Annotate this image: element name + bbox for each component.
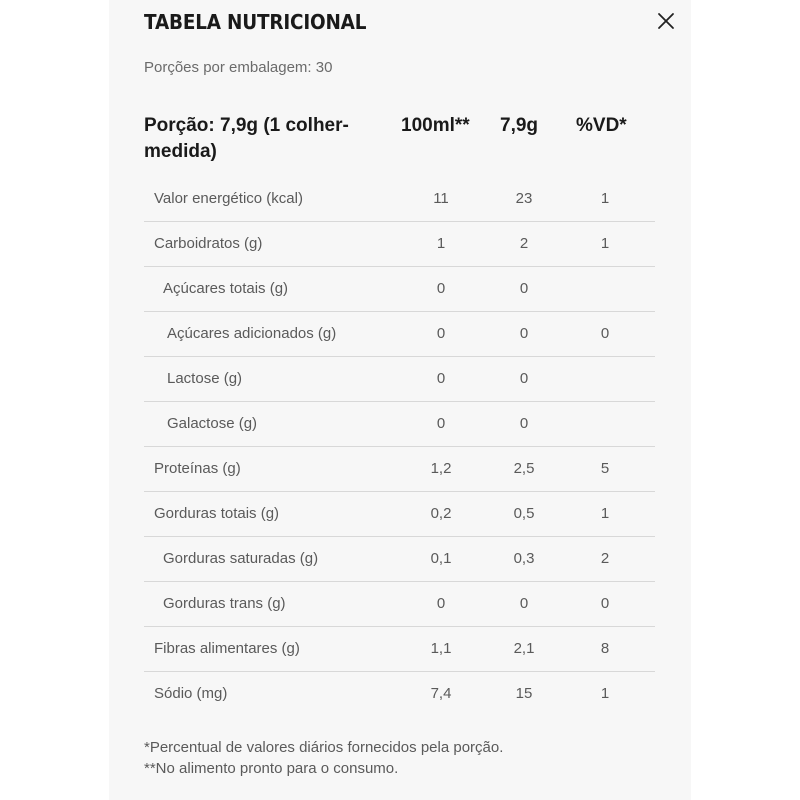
- column-header-100ml: 100ml**: [401, 115, 470, 136]
- nutrient-value-v3: 0: [600, 325, 610, 342]
- column-header-vd: %VD*: [576, 115, 627, 136]
- nutrient-value-v3: 8: [600, 640, 610, 657]
- nutrient-name: Fibras alimentares (g): [154, 640, 300, 657]
- nutrient-name: Carboidratos (g): [154, 235, 263, 252]
- close-icon[interactable]: [655, 10, 677, 32]
- nutrient-value-v3: 1: [600, 505, 610, 522]
- nutrient-value-v2: 2,5: [513, 460, 535, 477]
- table-row: [144, 447, 655, 492]
- table-row: [144, 627, 655, 672]
- nutrient-name: Valor energético (kcal): [154, 190, 303, 207]
- table-row: [144, 222, 655, 267]
- nutrient-value-v1: 0: [436, 280, 446, 297]
- nutrient-value-v3: 5: [600, 460, 610, 477]
- nutrient-value-v2: 0: [519, 370, 529, 387]
- nutrient-value-v3: 1: [600, 190, 610, 207]
- nutrient-value-v3: 0: [600, 595, 610, 612]
- footnotes: [144, 737, 503, 779]
- nutrient-value-v3: 1: [600, 235, 610, 252]
- nutrition-modal: [109, 0, 691, 800]
- nutrient-value-v2: 0: [519, 280, 529, 297]
- nutrient-name: Açúcares adicionados (g): [167, 325, 337, 342]
- nutrient-value-v2: 23: [515, 190, 533, 207]
- table-row: [144, 267, 655, 312]
- nutrient-value-v1: 0,2: [430, 505, 452, 522]
- table-header: [144, 113, 656, 169]
- table-row: [144, 492, 655, 537]
- table-row: [144, 402, 655, 447]
- modal-title: TABELA NUTRICIONAL: [144, 10, 367, 34]
- nutrient-name: Gorduras totais (g): [154, 505, 280, 522]
- nutrient-value-v3: 2: [600, 550, 610, 567]
- nutrient-value-v1: 0,1: [430, 550, 452, 567]
- nutrient-value-v1: 11: [433, 190, 449, 207]
- nutrient-value-v1: 1,2: [430, 460, 452, 477]
- nutrient-name: Gorduras trans (g): [163, 595, 286, 612]
- nutrient-value-v3: 1: [600, 685, 610, 702]
- nutrient-name: Gorduras saturadas (g): [163, 550, 319, 567]
- nutrient-name: Sódio (mg): [154, 685, 228, 702]
- nutrient-value-v1: 0: [436, 325, 446, 342]
- nutrient-name: Proteínas (g): [154, 460, 241, 477]
- footnote-vd: *Percentual de valores diários fornecidos pela porção.: [144, 739, 504, 756]
- table-row: [144, 582, 655, 627]
- nutrient-value-v1: 1,1: [430, 640, 452, 657]
- nutrient-name: Galactose (g): [167, 415, 258, 432]
- nutrient-value-v1: 0: [436, 370, 446, 387]
- nutrient-name: Açúcares totais (g): [163, 280, 289, 297]
- table-row: [144, 177, 655, 222]
- nutrient-value-v2: 15: [515, 685, 533, 702]
- nutrient-name: Lactose (g): [167, 370, 243, 387]
- nutrient-value-v2: 2: [519, 235, 529, 252]
- servings-per-package: Porções por embalagem: 30: [144, 59, 333, 76]
- nutrient-value-v2: 0: [519, 595, 529, 612]
- nutrient-value-v2: 0,3: [513, 550, 535, 567]
- portion-header: Porção: 7,9g (1 colher-medida): [144, 115, 349, 162]
- nutrient-value-v2: 0: [519, 325, 529, 342]
- table-row: [144, 312, 655, 357]
- nutrition-table: [144, 177, 655, 716]
- nutrient-value-v2: 0: [519, 415, 529, 432]
- close-icon-svg: [655, 10, 677, 32]
- nutrient-value-v1: 0: [436, 595, 446, 612]
- table-row: [144, 537, 655, 582]
- nutrient-value-v1: 7,4: [430, 685, 452, 702]
- nutrient-value-v1: 1: [436, 235, 446, 252]
- table-row: [144, 357, 655, 402]
- footnote-ready: **No alimento pronto para o consumo.: [144, 760, 399, 777]
- table-row: [144, 672, 655, 716]
- nutrient-value-v1: 0: [436, 415, 446, 432]
- nutrient-value-v2: 2,1: [513, 640, 535, 657]
- column-header-portion: 7,9g: [500, 115, 539, 136]
- nutrient-value-v2: 0,5: [513, 505, 535, 522]
